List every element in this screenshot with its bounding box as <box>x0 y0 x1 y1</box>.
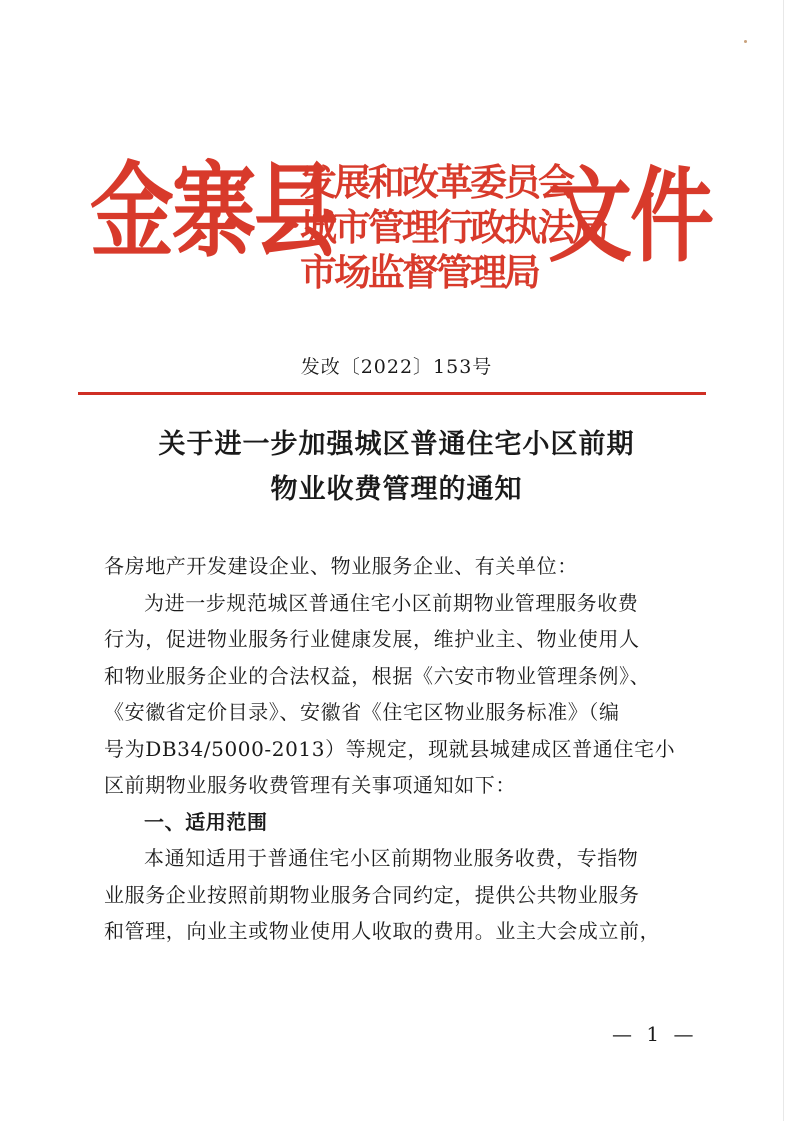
paragraph-line: 区前期物业服务收费管理有关事项通知如下： <box>104 773 516 797</box>
scan-speck <box>744 40 747 43</box>
title-line-2: 物业收费管理的通知 <box>270 474 523 505</box>
red-divider-line <box>78 392 706 395</box>
paragraph-line: 和管理，向业主或物业使用人收取的费用。业主大会成立前， <box>104 919 661 943</box>
header-org-list <box>300 160 606 295</box>
header-org-urban-management: 城市管理行政执法局 <box>300 206 606 249</box>
paragraph-line: 行为，促进物业服务行业健康发展，维护业主、物业使用人 <box>104 627 640 651</box>
header-document-word: 文件 <box>548 156 713 277</box>
paragraph-line: 和物业服务企业的合法权益，根据《六安市物业管理条例》、 <box>104 663 651 688</box>
document-number: 发改〔2022〕153号 <box>300 356 493 378</box>
salutation: 各房地产开发建设企业、物业服务企业、有关单位： <box>104 554 578 578</box>
header-county: 金寨县 <box>90 151 337 272</box>
document-body <box>104 548 676 950</box>
header-org-market-supervision: 市场监督管理局 <box>300 251 538 294</box>
paragraph-line: 号为DB34/5000-2013）等规定，现就县城建成区普通住宅小 <box>104 736 676 761</box>
header-org-development-reform: 发展和改革委员会 <box>300 161 572 204</box>
scan-edge <box>783 0 784 1121</box>
section-heading: 一、适用范围 <box>144 809 268 834</box>
document-title <box>0 422 793 512</box>
paragraph-line: 为进一步规范城区普通住宅小区前期物业管理服务收费 <box>144 590 639 615</box>
paragraph-line: 业服务企业按照前期物业服务合同约定，提供公共物业服务 <box>104 882 640 907</box>
page-number: — 1 — <box>612 1022 698 1046</box>
paragraph-line: 《安徽省定价目录》、安徽省《住宅区物业服务标准》（编 <box>104 700 620 724</box>
title-line-1: 关于进一步加强城区普通住宅小区前期 <box>158 429 635 460</box>
paragraph-line: 本通知适用于普通住宅小区前期物业服务收费，专指物 <box>144 846 639 870</box>
